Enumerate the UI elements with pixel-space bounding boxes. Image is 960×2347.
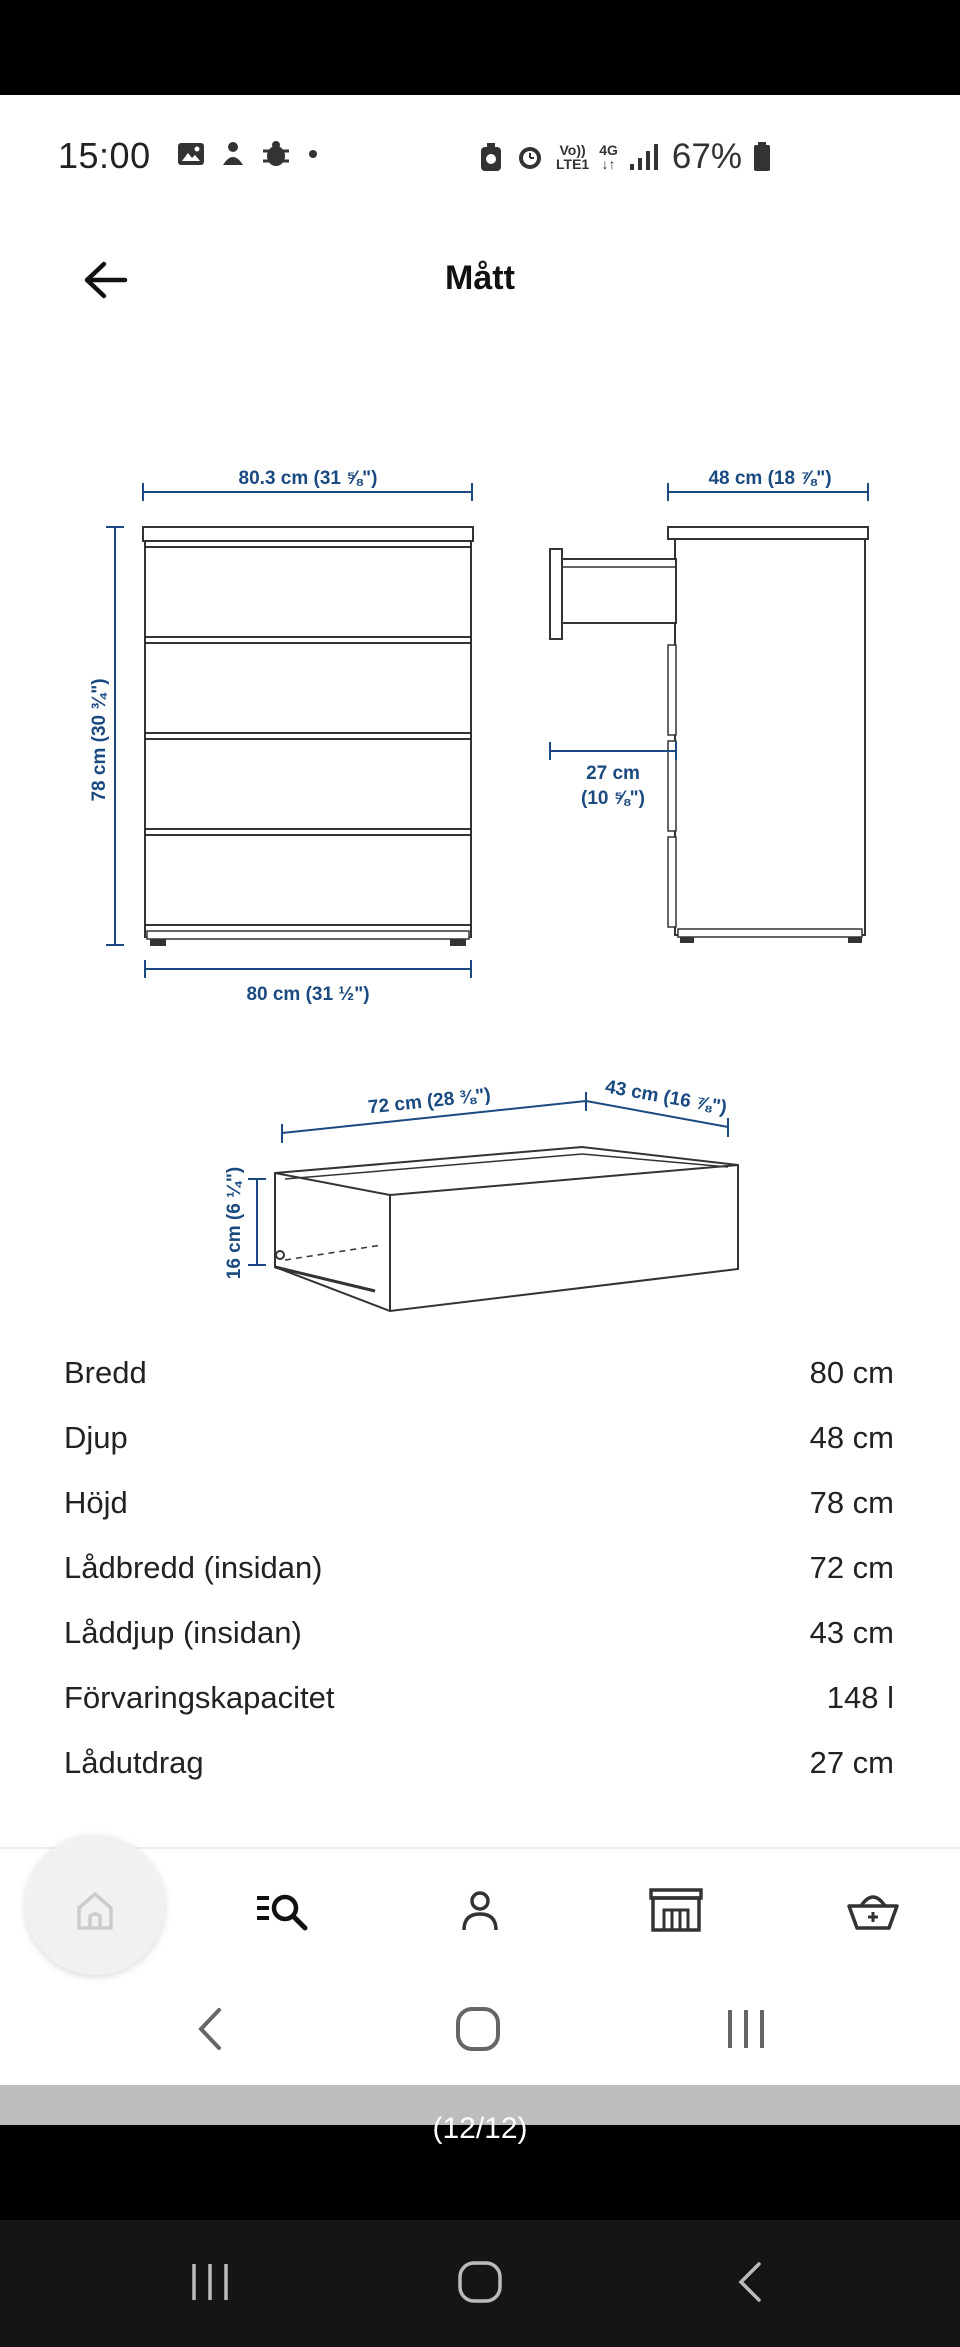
spec-value: 80 cm <box>809 1354 894 1390</box>
dot-icon <box>306 147 320 161</box>
chevron-left-icon <box>195 2006 225 2052</box>
spec-value: 148 l <box>826 1679 894 1715</box>
status-bar <box>0 95 960 215</box>
outer-back-button[interactable] <box>720 2252 780 2312</box>
front-view-diagram <box>80 455 500 1015</box>
spec-label: Förvaringskapacitet <box>64 1679 335 1715</box>
page-counter: (12/12) <box>432 2112 528 2145</box>
spec-label: Bredd <box>64 1354 147 1390</box>
search-list-icon <box>253 1886 313 1934</box>
bug-icon <box>260 139 292 169</box>
drawer-pull-label-1: 27 cm <box>586 763 640 784</box>
top-bezel <box>0 0 960 95</box>
spec-label: Låddjup (insidan) <box>64 1614 302 1650</box>
status-time: 15:00 <box>58 135 151 176</box>
app-screen <box>0 95 960 2085</box>
signal-icon <box>628 142 662 172</box>
page-header <box>0 245 960 325</box>
chevron-left-icon <box>735 2260 765 2304</box>
network-gen-indicator: 4G ↓↑ <box>599 142 618 172</box>
spec-row <box>64 1405 894 1470</box>
spec-row <box>64 1730 894 1795</box>
spec-row <box>64 1600 894 1665</box>
drawer-width-label: 72 cm (28 ⅜") <box>367 1084 492 1119</box>
outer-home-button[interactable] <box>450 2252 510 2312</box>
store-icon <box>648 1886 704 1934</box>
front-width-top-label: 80.3 cm (31 ⅝") <box>238 468 378 489</box>
front-width-bottom-label: 80 cm (31 ½") <box>246 984 370 1005</box>
spec-row <box>64 1470 894 1535</box>
sys-home-button[interactable] <box>446 1999 510 2059</box>
recents-icon <box>724 2006 768 2052</box>
drawer-diagram <box>210 1055 770 1335</box>
recents-icon <box>188 2260 232 2304</box>
nav-home[interactable] <box>50 1865 140 1955</box>
nav-profile[interactable] <box>435 1865 525 1955</box>
spec-value: 48 cm <box>809 1419 894 1455</box>
nav-store[interactable] <box>631 1865 721 1955</box>
home-outline-icon <box>454 2006 502 2052</box>
profile-icon <box>456 1886 504 1934</box>
bottom-nav <box>0 1835 960 1985</box>
sys-recents-button[interactable] <box>716 1999 776 2059</box>
drawer-depth-label: 43 cm (16 ⅞") <box>603 1076 729 1119</box>
spec-row <box>64 1535 894 1600</box>
side-depth-label: 48 cm (18 ⅞") <box>708 468 832 489</box>
home-outline-icon <box>457 2260 503 2304</box>
basket-icon <box>845 1886 901 1934</box>
spec-label: Lådbredd (insidan) <box>64 1549 323 1585</box>
person-pin-icon <box>220 139 246 169</box>
spec-row <box>64 1340 894 1405</box>
front-height-label: 78 cm (30 ¾") <box>89 678 110 802</box>
saver-icon <box>478 141 504 173</box>
outer-recents-button[interactable] <box>180 2252 240 2312</box>
battery-icon <box>752 141 772 173</box>
spec-value: 43 cm <box>809 1614 894 1650</box>
page-title: Mått <box>445 259 515 297</box>
alarm-icon <box>514 141 546 173</box>
side-view-diagram <box>530 455 910 955</box>
dimension-spec-list <box>64 1340 894 1795</box>
spec-row <box>64 1665 894 1730</box>
outer-system-nav <box>0 2220 960 2347</box>
home-icon <box>71 1886 119 1934</box>
battery-percent: 67% <box>671 137 742 176</box>
nav-search[interactable] <box>238 1865 328 1955</box>
spec-label: Höjd <box>64 1484 128 1520</box>
drawer-pull-label-2: (10 ⅝") <box>581 788 645 809</box>
sys-back-button[interactable] <box>180 1999 240 2059</box>
system-nav-bar <box>0 1975 960 2085</box>
system-status-icons <box>478 137 772 177</box>
spec-value: 27 cm <box>809 1744 894 1780</box>
nav-basket[interactable] <box>828 1865 918 1955</box>
drawer-height-label: 16 cm (6 ¼") <box>224 1166 245 1280</box>
spec-label: Lådutdrag <box>64 1744 204 1780</box>
spec-label: Djup <box>64 1419 128 1455</box>
volte-indicator: Vo)) LTE1 <box>556 142 590 172</box>
spec-value: 78 cm <box>809 1484 894 1520</box>
spec-value: 72 cm <box>809 1549 894 1585</box>
gallery-icon <box>176 140 206 168</box>
notification-icons <box>176 139 320 169</box>
